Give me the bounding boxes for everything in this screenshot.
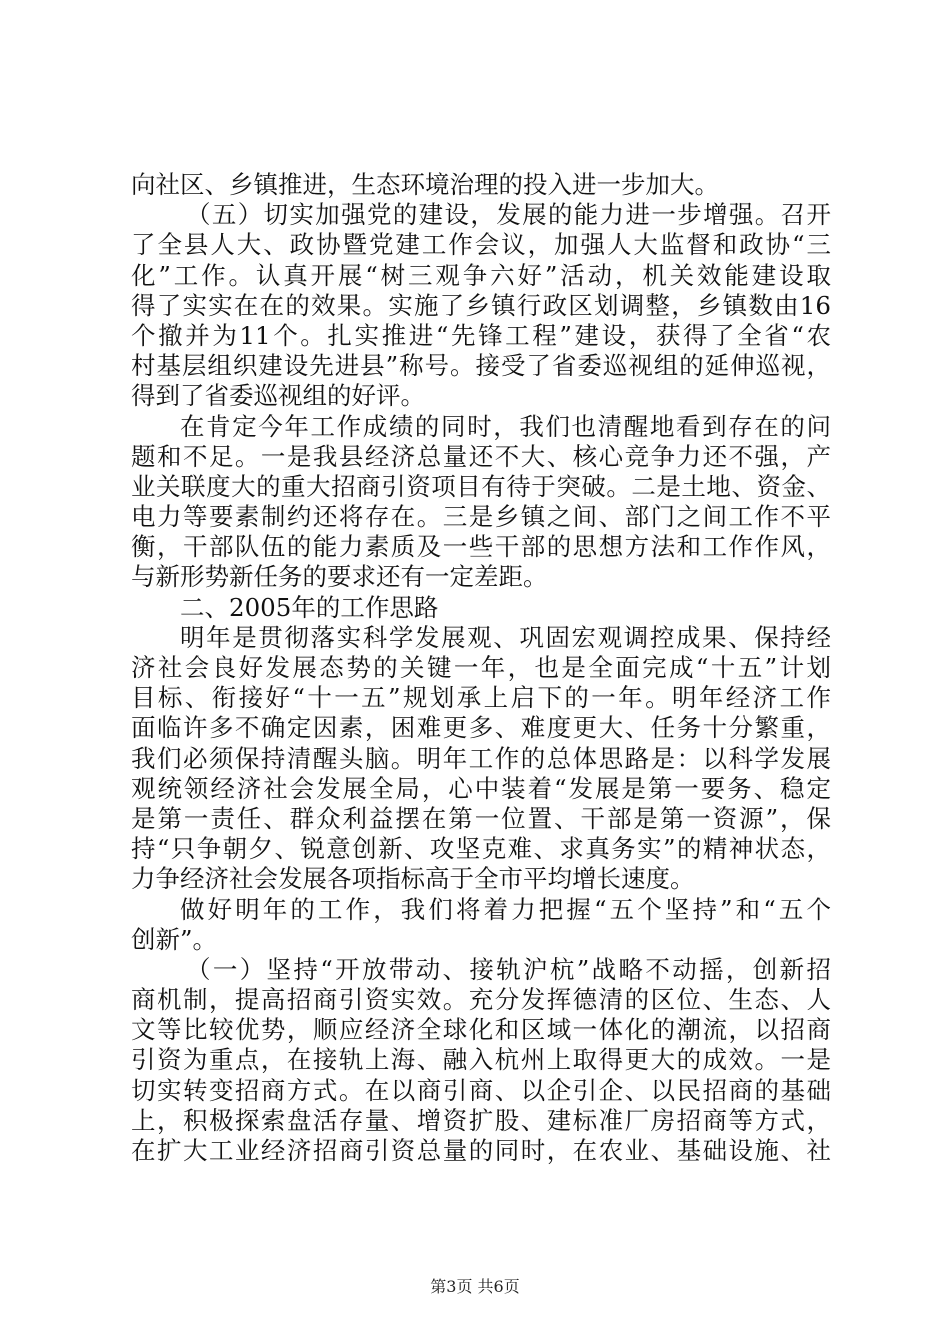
text-line: （五）切实加强党的建设，发展的能力进一步增强。召开 xyxy=(186,200,831,230)
text-line: 个撤并为11个。扎实推进“先锋工程”建设，获得了全省“农 xyxy=(131,320,831,350)
text-line: 向社区、乡镇推进，生态环境治理的投入进一步加大。 xyxy=(131,170,719,199)
text-line: 了全县人大、政协暨党建工作会议，加强人大监督和政协“三 xyxy=(131,230,831,260)
page-number: 第3页 共6页 xyxy=(430,1277,520,1296)
text-line: 业关联度大的重大招商引资项目有待于突破。二是土地、资金、 xyxy=(131,471,831,501)
text-line: 创新”。 xyxy=(131,924,218,954)
text-line: 做好明年的工作，我们将着力把握“五个坚持”和“五个 xyxy=(180,894,831,924)
text-line: 电力等要素制约还将存在。三是乡镇之间、部门之间工作不平 xyxy=(131,502,831,532)
text-line: 得到了省委巡视组的好评。 xyxy=(131,381,425,411)
text-line: 在肯定今年工作成绩的同时，我们也清醒地看到存在的问 xyxy=(180,411,831,441)
text-line: 上，积极探索盘活存量、增资扩股、建标准厂房招商等方式， xyxy=(131,1105,831,1135)
text-line: 明年是贯彻落实科学发展观、巩固宏观调控成果、保持经 xyxy=(180,622,831,652)
text-line: 化”工作。认真开展“树三观争六好”活动，机关效能建设取 xyxy=(131,260,831,290)
section-heading: 二、2005年的工作思路 xyxy=(180,592,439,622)
text-line: 得了实实在在的效果。实施了乡镇行政区划调整，乡镇数由16 xyxy=(131,290,831,320)
text-line: 持“只争朝夕、锐意创新、攻坚克难、求真务实”的精神状态， xyxy=(131,834,831,864)
text-line: 目标、衔接好“十一五”规划承上启下的一年。明年经济工作 xyxy=(131,683,831,713)
text-line: 商机制，提高招商引资实效。充分发挥德清的区位、生态、人 xyxy=(131,985,831,1015)
text-line: 在扩大工业经济招商引资总量的同时，在农业、基础设施、社 xyxy=(131,1136,831,1165)
text-line: 是第一责任、群众利益摆在第一位置、干部是第一资源”，保 xyxy=(131,803,831,833)
text-line: 力争经济社会发展各项指标高于全市平均增长速度。 xyxy=(131,864,695,894)
text-line: 济社会良好发展态势的关键一年，也是全面完成“十五”计划 xyxy=(131,653,831,682)
text-line: 面临许多不确定因素，困难更多、难度更大、任务十分繁重， xyxy=(131,713,831,743)
text-line: 衡，干部队伍的能力素质及一些干部的思想方法和工作作风， xyxy=(131,532,831,562)
text-line: 村基层组织建设先进县”称号。接受了省委巡视组的延伸巡视， xyxy=(131,351,831,381)
text-line: 观统领经济社会发展全局，心中装着“发展是第一要务、稳定 xyxy=(131,773,831,803)
text-line: 我们必须保持清醒头脑。明年工作的总体思路是：以科学发展 xyxy=(131,743,831,773)
text-line: 题和不足。一是我县经济总量还不大、核心竞争力还不强，产 xyxy=(131,441,831,471)
text-line: 切实转变招商方式。在以商引商、以企引企、以民招商的基础 xyxy=(131,1075,831,1105)
document-body xyxy=(131,170,831,1166)
text-line: 与新形势新任务的要求还有一定差距。 xyxy=(131,562,548,592)
text-line: 引资为重点，在接轨上海、融入杭州上取得更大的成效。一是 xyxy=(131,1045,831,1075)
text-line: 文等比较优势，顺应经济全球化和区域一体化的潮流，以招商 xyxy=(131,1015,831,1045)
text-line: （一）坚持“开放带动、接轨沪杭”战略不动摇，创新招 xyxy=(186,954,831,984)
